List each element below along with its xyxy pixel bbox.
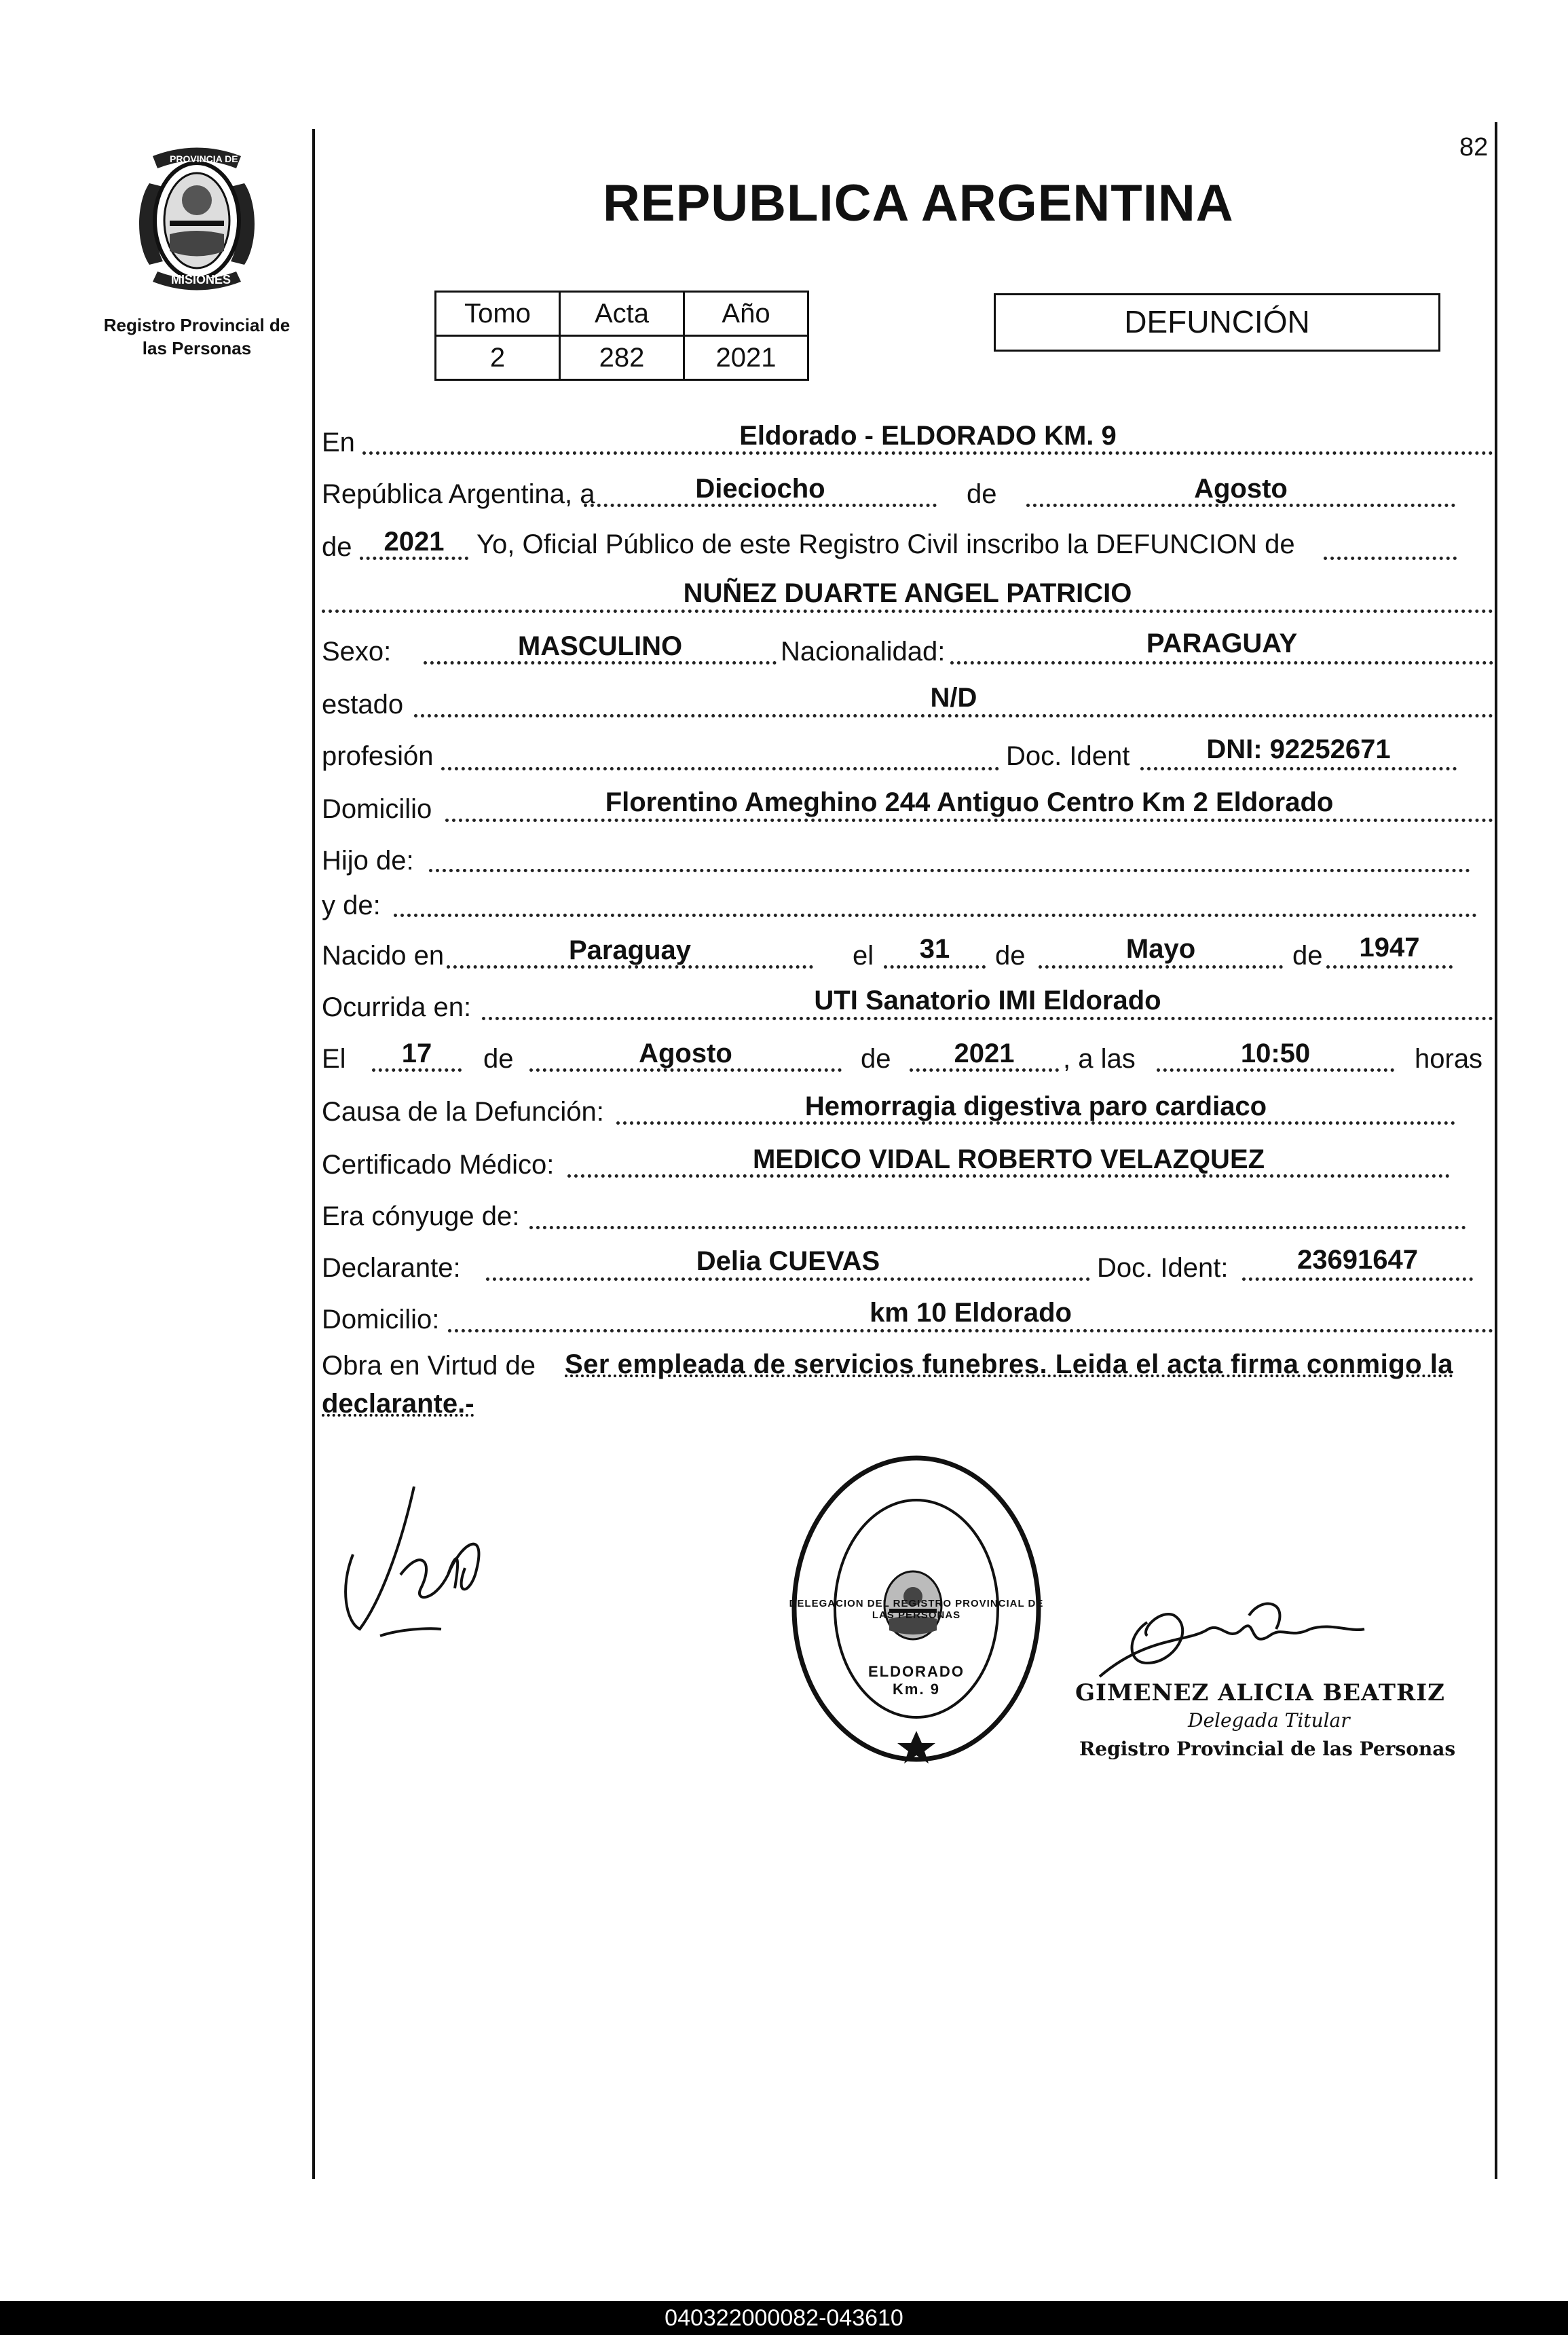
- signatory-office: Registro Provincial de las Personas: [1079, 1738, 1456, 1760]
- y-de-label: y de:: [322, 891, 381, 920]
- dotted-line: [1324, 557, 1457, 560]
- causa-value: Hemorragia digestiva paro cardiaco: [804, 1091, 1267, 1121]
- def-anio-value: 2021: [954, 1039, 1015, 1068]
- domicilio-label: Domicilio: [322, 794, 432, 824]
- obra-text-line1: Ser empleada de servicios funebres. Leida el acta firma conmigo la: [565, 1349, 1454, 1379]
- footer-code: 040322000082-043610: [0, 2301, 1568, 2335]
- dotted-line: [322, 610, 1493, 613]
- nac-mes-value: Mayo: [1125, 934, 1196, 964]
- dotted-line: [362, 451, 1493, 455]
- obra-label: Obra en Virtud de: [322, 1351, 536, 1381]
- page-title: REPUBLICA ARGENTINA: [603, 174, 1234, 232]
- table-header-row: [436, 292, 808, 336]
- registry-label: [88, 314, 305, 360]
- estado-value: N/D: [930, 683, 977, 713]
- yo-oficial-text: Yo, Oficial Público de este Registro Civil inscribo la DEFUNCION de: [477, 529, 1295, 559]
- declarante-doc-value: 23691647: [1297, 1245, 1418, 1275]
- nacionalidad-label: Nacionalidad:: [781, 637, 946, 667]
- anio-header: Año: [684, 292, 808, 336]
- dotted-line: [448, 1329, 1493, 1332]
- official-signature: [1086, 1588, 1371, 1683]
- de-label: de: [967, 479, 997, 509]
- anio-value: 2021: [684, 336, 808, 380]
- de-label-3: de: [995, 941, 1026, 971]
- seal-inner-text: ELDORADO Km. 9: [868, 1663, 965, 1698]
- dotted-line: [445, 819, 1493, 822]
- nacido-en-value: Paraguay: [568, 935, 692, 965]
- conyuge-label: Era cónyuge de:: [322, 1201, 520, 1231]
- tomo-header: Tomo: [436, 292, 560, 336]
- acta-header: Acta: [560, 292, 684, 336]
- el-cap-label: El: [322, 1044, 346, 1074]
- sexo-label: Sexo:: [322, 637, 392, 667]
- declarante-value: Delia CUEVAS: [696, 1246, 880, 1276]
- el-label: el: [853, 941, 874, 971]
- republica-label: República Argentina, a: [322, 479, 595, 509]
- seal-ring-text: DELEGACION DEL REGISTRO PROVINCIAL DE LAS PERSONAS: [789, 1598, 1044, 1621]
- def-mes-value: Agosto: [639, 1039, 732, 1068]
- domicilio-value: Florentino Ameghino 244 Antiguo Centro Km 2 Eldorado: [605, 787, 1334, 817]
- dotted-line: [1039, 965, 1283, 969]
- de-label-6: de: [861, 1044, 891, 1074]
- registry-label-line2: las Personas: [142, 338, 252, 358]
- ocurrida-value: UTI Sanatorio IMI Eldorado: [814, 986, 1161, 1015]
- dotted-line: [529, 1226, 1466, 1229]
- ocurrida-label: Ocurrida en:: [322, 992, 472, 1022]
- signatory-role: Delegada Titular: [1188, 1709, 1350, 1732]
- horas-label: horas: [1415, 1044, 1483, 1074]
- nacionalidad-value: PARAGUAY: [1146, 629, 1298, 658]
- nombre-value: NUÑEZ DUARTE ANGEL PATRICIO: [683, 578, 1132, 608]
- official-seal: [787, 1453, 1045, 1765]
- nac-anio-value: 1947: [1359, 933, 1420, 963]
- acta-value: 282: [560, 336, 684, 380]
- document-type-box: DEFUNCIÓN: [994, 293, 1440, 352]
- right-margin-line: [1495, 122, 1497, 2179]
- anio-value: 2021: [384, 527, 445, 557]
- province-emblem: [122, 143, 272, 299]
- hijo-de-label: Hijo de:: [322, 846, 414, 876]
- certificado-label: Certificado Médico:: [322, 1150, 555, 1180]
- profesion-label: profesión: [322, 741, 434, 771]
- declarante-domicilio-value: km 10 Eldorado: [870, 1298, 1072, 1328]
- dotted-line: [486, 1277, 1090, 1281]
- de-label-2: de: [322, 532, 352, 562]
- nac-dia-value: 31: [919, 934, 950, 964]
- estado-label: estado: [322, 690, 404, 720]
- emblem-bottom-text: MISIONES: [171, 273, 231, 286]
- table-row: [436, 336, 808, 380]
- page-number: 82: [1459, 133, 1489, 162]
- nacido-en-label: Nacido en: [322, 941, 445, 971]
- declarante-label: Declarante:: [322, 1253, 461, 1283]
- dotted-line: [950, 661, 1493, 665]
- de-label-4: de: [1292, 941, 1323, 971]
- tomo-value: 2: [436, 336, 560, 380]
- de-label-5: de: [483, 1044, 514, 1074]
- dotted-line: [394, 914, 1477, 917]
- doc-ident2-label: Doc. Ident:: [1097, 1253, 1229, 1283]
- doc-ident-label: Doc. Ident: [1006, 741, 1130, 771]
- mes-value: Agosto: [1194, 474, 1288, 504]
- dotted-line: [1140, 767, 1457, 770]
- registry-label-line1: Registro Provincial de: [103, 315, 291, 335]
- declarant-signature: [333, 1466, 509, 1643]
- lugar-value: Eldorado - ELDORADO KM. 9: [739, 421, 1117, 451]
- signatory-name: GIMENEZ ALICIA BEATRIZ: [1075, 1679, 1445, 1706]
- dotted-line: [429, 869, 1470, 872]
- dia-texto-value: Dieciocho: [695, 474, 825, 504]
- dotted-line: [414, 714, 1493, 717]
- dotted-line: [441, 767, 999, 770]
- a-las-label: , a las: [1063, 1044, 1136, 1074]
- doc-ident-value: DNI: 92252671: [1206, 734, 1391, 764]
- dotted-line: [1326, 965, 1453, 969]
- dotted-line: [482, 1017, 1493, 1020]
- dotted-line: [1242, 1277, 1473, 1281]
- left-margin-line: [312, 129, 315, 2179]
- def-dia-value: 17: [401, 1039, 432, 1068]
- reference-table: [434, 291, 809, 381]
- causa-label: Causa de la Defunción:: [322, 1097, 604, 1127]
- obra-text-line2: declarante.-: [322, 1389, 474, 1419]
- domicilio2-label: Domicilio:: [322, 1305, 440, 1334]
- emblem-top-text: PROVINCIA DE: [170, 153, 238, 164]
- certificado-value: MEDICO VIDAL ROBERTO VELAZQUEZ: [752, 1144, 1265, 1174]
- dotted-line: [884, 965, 986, 969]
- sexo-value: MASCULINO: [517, 631, 683, 661]
- hora-value: 10:50: [1240, 1039, 1311, 1068]
- en-label: En: [322, 428, 355, 457]
